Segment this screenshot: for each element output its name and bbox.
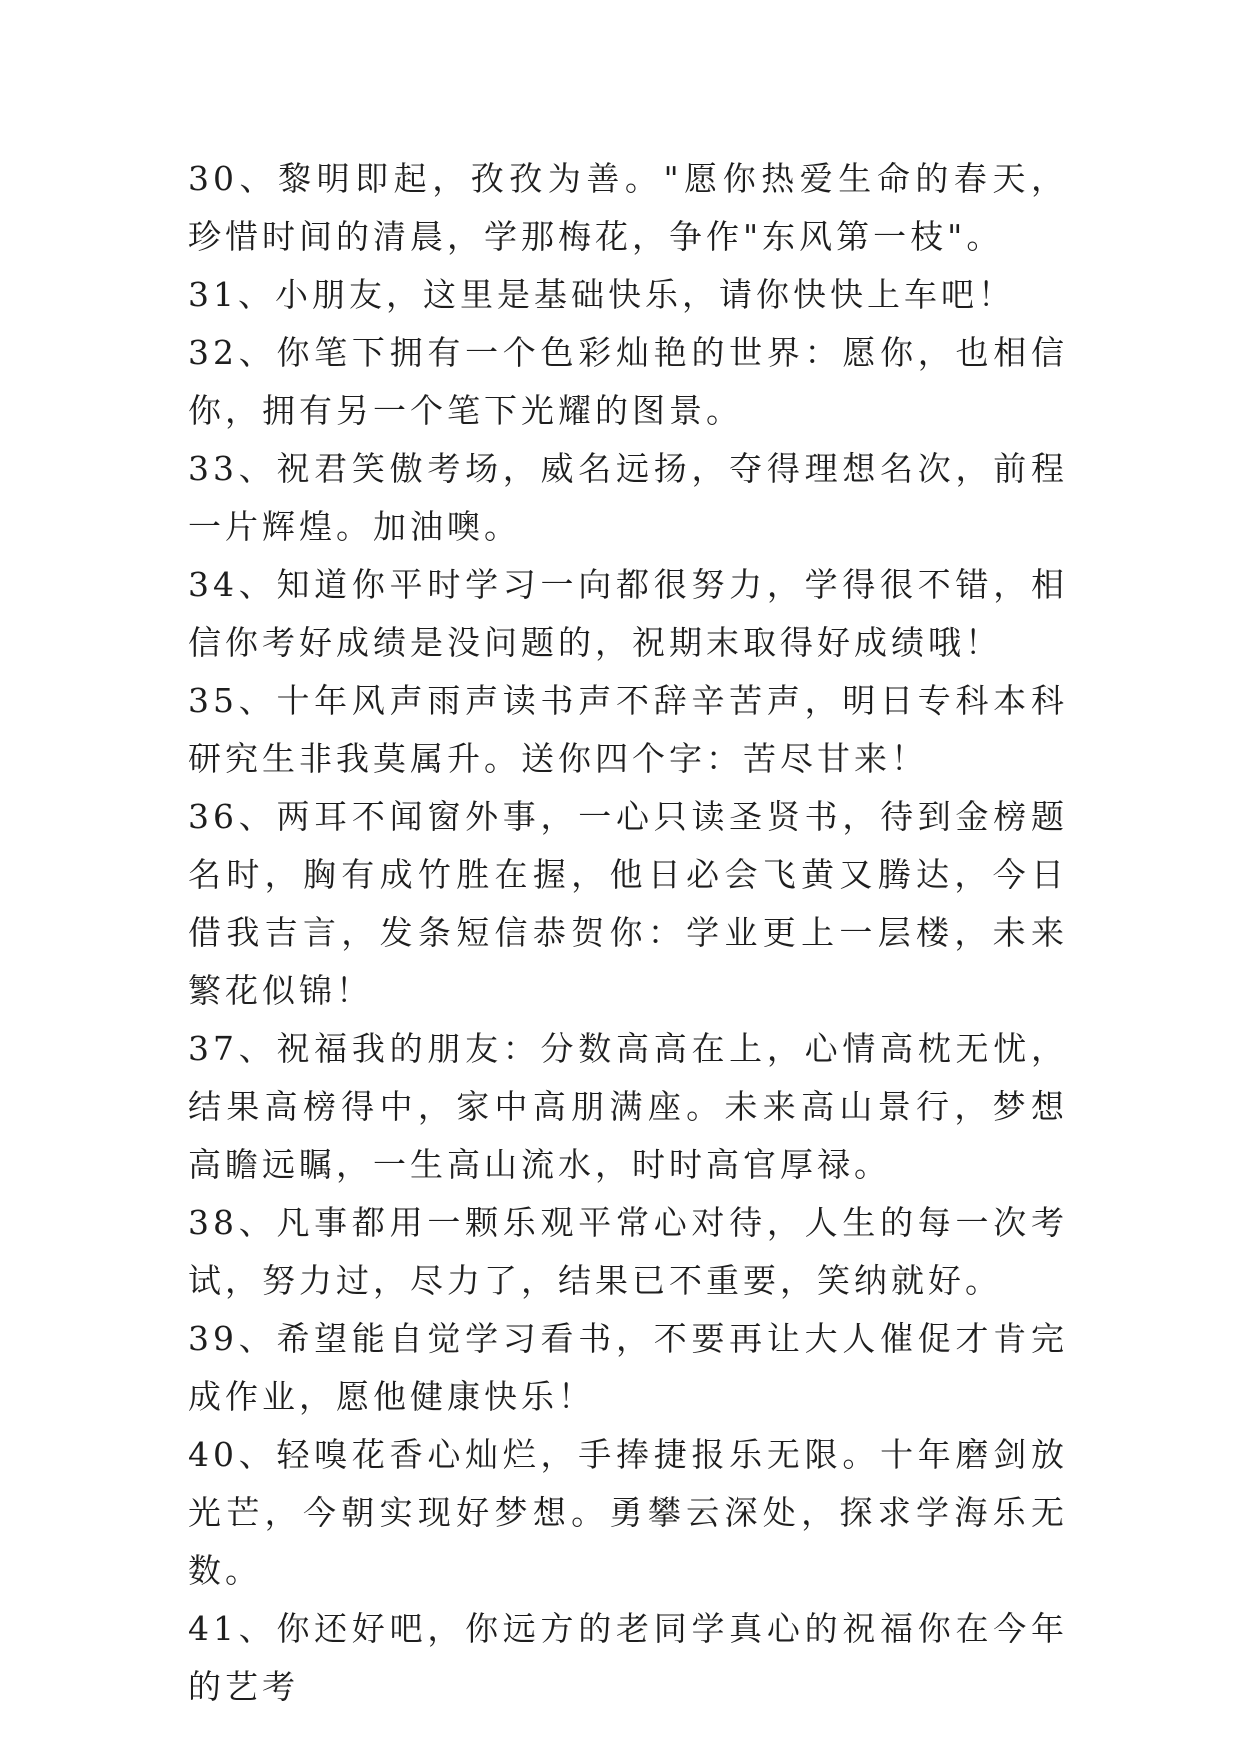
list-item: 32、你笔下拥有一个色彩灿艳的世界：愿你，也相信你，拥有另一个笔下光耀的图景。 — [188, 333, 1068, 430]
list-item: 38、凡事都用一颗乐观平常心对待，人生的每一次考试，努力过，尽力了，结果已不重要，笑纳就好。 — [188, 1203, 1068, 1300]
list-item: 34、知道你平时学习一向都很努力，学得很不错，相信你考好成绩是没问题的，祝期末取得好成绩哦！ — [188, 565, 1068, 662]
list-item: 36、两耳不闻窗外事，一心只读圣贤书，待到金榜题名时，胸有成竹胜在握，他日必会飞黄又腾达，今日借我吉言，发条短信恭贺你：学业更上一层楼，未来繁花似锦！ — [188, 797, 1068, 1010]
list-item: 40、轻嗅花香心灿烂，手捧捷报乐无限。十年磨剑放光芒，今朝实现好梦想。勇攀云深处，探求学海乐无数。 — [188, 1435, 1068, 1590]
list-item: 35、十年风声雨声读书声不辞辛苦声，明日专科本科研究生非我莫属升。送你四个字：苦尽甘来！ — [188, 681, 1068, 778]
document-body — [188, 150, 1068, 1716]
list-item: 30、黎明即起，孜孜为善。"愿你热爱生命的春天，珍惜时间的清晨，学那梅花，争作"东风第一枝"。 — [188, 159, 1068, 256]
list-item: 39、希望能自觉学习看书，不要再让大人催促才肯完成作业，愿他健康快乐！ — [188, 1319, 1068, 1416]
list-item: 41、你还好吧，你远方的老同学真心的祝福你在今年的艺考 — [188, 1609, 1068, 1706]
list-item: 31、小朋友，这里是基础快乐，请你快快上车吧！ — [188, 275, 1015, 314]
list-item: 37、祝福我的朋友：分数高高在上，心情高枕无忧，结果高榜得中，家中高朋满座。未来高山景行，梦想高瞻远瞩，一生高山流水，时时高官厚禄。 — [188, 1029, 1068, 1184]
list-item: 33、祝君笑傲考场，威名远扬，夺得理想名次，前程一片辉煌。加油噢。 — [188, 449, 1068, 546]
